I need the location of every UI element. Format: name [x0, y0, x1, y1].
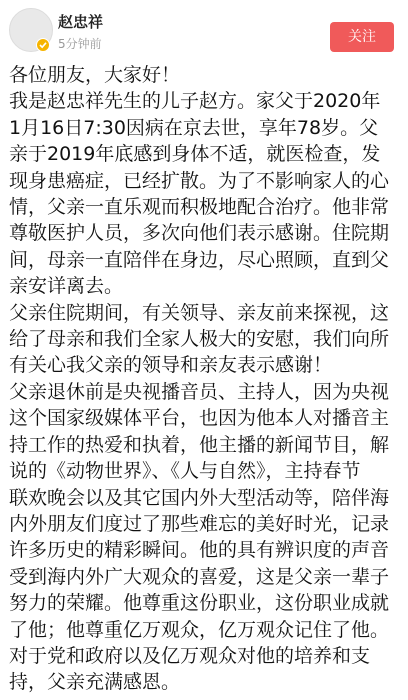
post-text-line: 给了母亲和我们全家人极大的安慰，我们向所	[9, 328, 390, 351]
post-text-line: 许多历史的精彩瞬间。他的具有辨识度的声音	[9, 539, 390, 562]
post-text-line: 对于党和政府以及亿万观众对他的培养和支	[9, 644, 371, 667]
post-text-line: 说的《动物世界》、《人与自然》，主持春节	[9, 460, 361, 483]
post-text-line: 我是赵忠祥先生的儿子赵方。家父于2020年	[9, 90, 381, 113]
post-text-line: 亲安详离去。	[9, 275, 124, 298]
post-header	[0, 0, 408, 60]
post-text-line: 间，母亲一直陪伴在身边，尽心照顾，直到父	[9, 248, 390, 271]
post-text-line: 父亲住院期间，有关领导、亲友前来探视，这	[9, 301, 390, 324]
verified-check-icon	[39, 41, 47, 49]
post-text-line: 情，父亲一直乐观而积极地配合治疗。他非常	[9, 196, 390, 219]
post-time: 5分钟前	[58, 37, 102, 51]
post-text-line: 持工作的热爱和执着，他主播的新闻节目，解	[9, 433, 390, 456]
post-text-line: 尊敬医护人员，多次向他们表示感谢。住院期	[9, 222, 390, 245]
post-text-line: 父亲退休前是央视播音员、主持人，因为央视	[9, 380, 390, 403]
post-text-line: 有关心我父亲的领导和亲友表示感谢！	[9, 354, 333, 377]
user-name[interactable]: 赵忠祥	[58, 13, 104, 31]
post-text-line: 亲于2019年底感到身体不适，就医检查，发	[9, 143, 381, 166]
post-text-line: 现身患癌症，已经扩散。为了不影响家人的心	[9, 169, 390, 192]
post-text-line: 联欢晚会以及其它国内外大型活动等，陪伴海	[9, 486, 390, 509]
post-text-line: 了他；他尊重亿万观众，亿万观众记住了他。	[9, 618, 390, 641]
post-text-line: 内外朋友们度过了那些难忘的美好时光，记录	[9, 512, 390, 535]
post-text-line: 持，父亲充满感恩。	[9, 671, 181, 694]
follow-button[interactable]: 关注	[330, 22, 394, 52]
post-text-line: 1月16日7:30因病在京去世，享年78岁。父	[9, 116, 379, 139]
post-text-line: 努力的荣耀。他尊重这份职业，这份职业成就	[9, 592, 390, 615]
post-text-line: 各位朋友，大家好！	[9, 64, 181, 86]
post-text-line: 这个国家级媒体平台，也因为他本人对播音主	[9, 407, 390, 430]
post-text-line: 受到海内外广大观众的喜爱，这是父亲一辈子	[9, 565, 390, 588]
verified-badge-icon	[36, 38, 50, 52]
post-content	[9, 62, 399, 696]
